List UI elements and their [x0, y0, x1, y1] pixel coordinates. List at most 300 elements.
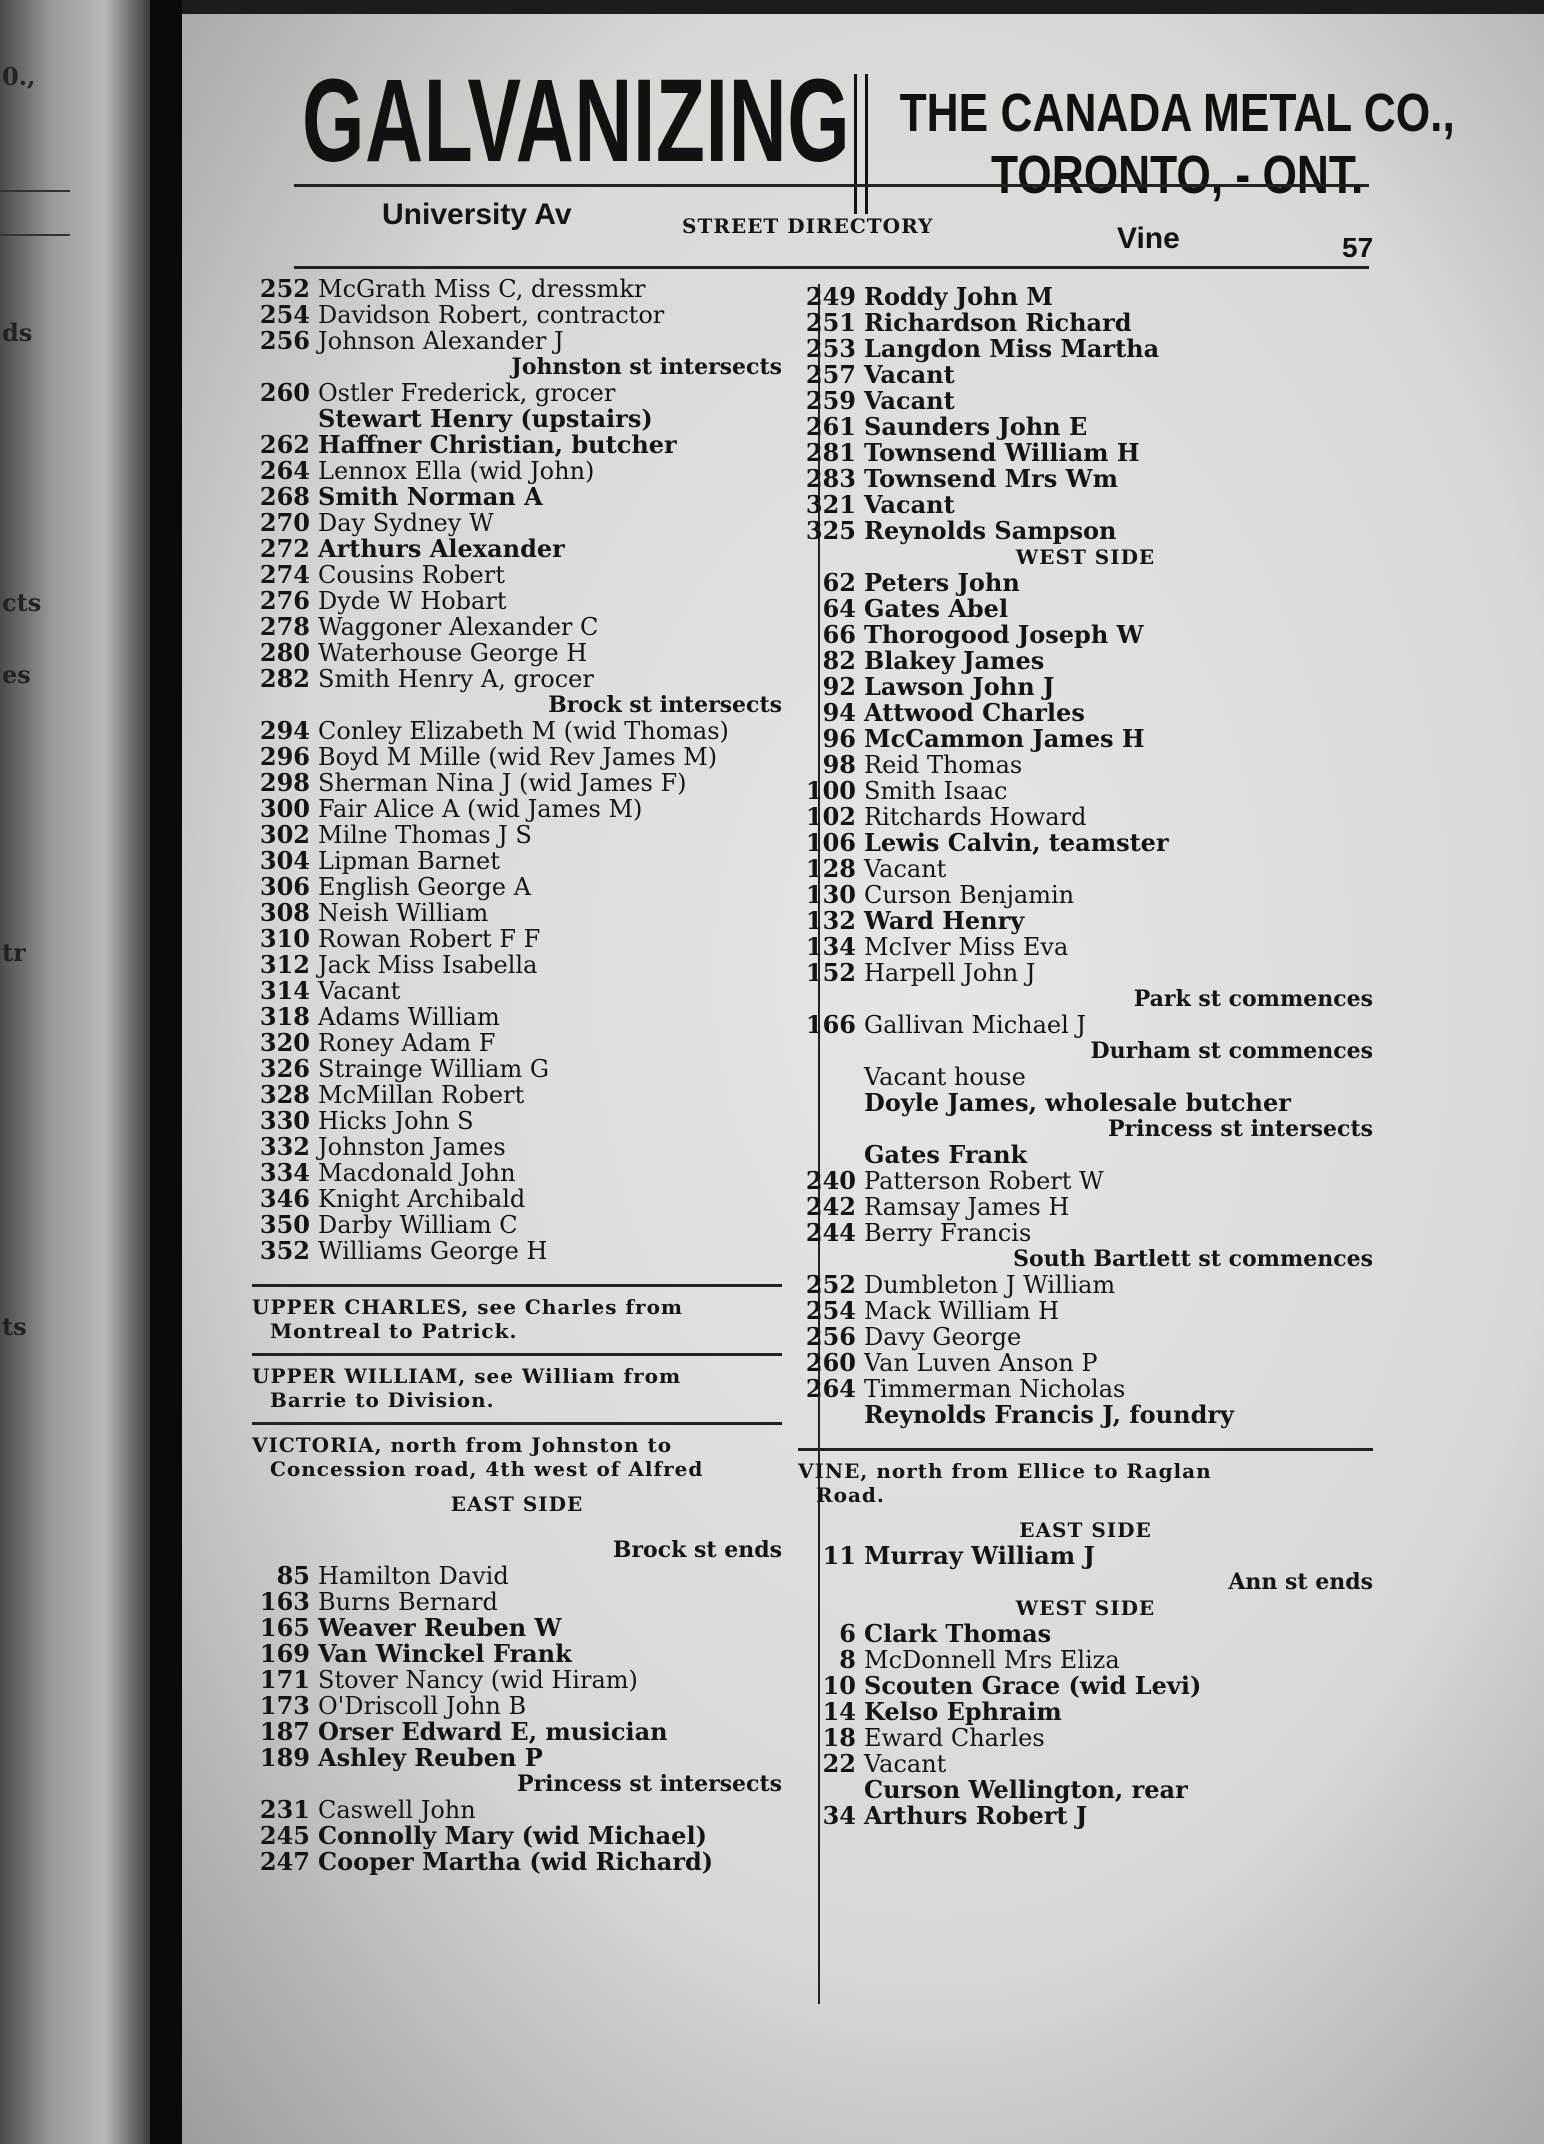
- directory-entry: [252, 874, 782, 900]
- directory-entry: [798, 674, 1373, 700]
- resident-name: O'Driscoll John B: [318, 1692, 527, 1720]
- directory-entry: [798, 1699, 1373, 1725]
- directory-entry: [798, 1751, 1373, 1777]
- cross-reference-note: [252, 1284, 782, 1353]
- house-number: 130: [805, 880, 856, 909]
- directory-page: [182, 14, 1544, 2144]
- resident-name: Stewart Henry (upstairs): [318, 404, 653, 433]
- house-number: 320: [259, 1028, 310, 1057]
- house-number: 334: [259, 1158, 310, 1187]
- prev-page-rule: [0, 234, 70, 236]
- resident-name: McIver Miss Eva: [864, 933, 1069, 961]
- house-number: 98: [822, 750, 856, 779]
- directory-entry: [252, 302, 782, 328]
- resident-name: Davy George: [864, 1323, 1022, 1351]
- resident-name: Jack Miss Isabella: [318, 951, 538, 979]
- house-number: 268: [259, 482, 310, 511]
- house-number: 169: [259, 1639, 310, 1668]
- house-number: 259: [805, 386, 856, 415]
- directory-entry: [798, 1402, 1373, 1428]
- directory-entry: [798, 1090, 1373, 1116]
- house-number: 34: [822, 1801, 856, 1830]
- house-number: 92: [822, 672, 856, 701]
- directory-entry: [252, 1056, 782, 1082]
- house-number: 304: [259, 846, 310, 875]
- resident-name: Vacant: [318, 977, 401, 1005]
- cross-reference-notes: [252, 1284, 782, 1491]
- resident-name: Neish William: [318, 899, 489, 927]
- resident-name: Mack William H: [864, 1297, 1060, 1325]
- previous-page-edge: [0, 0, 150, 2144]
- prev-page-fragment: es: [2, 660, 31, 689]
- side-heading: EAST SIDE: [1019, 1518, 1152, 1542]
- resident-name: Johnson Alexander J: [318, 327, 564, 355]
- house-number: 257: [805, 360, 856, 389]
- advert-divider: [854, 74, 868, 214]
- advert-galvanizing: GALVANIZING: [302, 55, 851, 187]
- house-number: 254: [259, 300, 310, 329]
- directory-entry: [798, 908, 1373, 934]
- resident-name: Doyle James, wholesale butcher: [864, 1088, 1291, 1117]
- prev-page-fragment: 0.,: [2, 62, 36, 91]
- house-number: 346: [259, 1184, 310, 1213]
- directory-entry: [798, 310, 1373, 336]
- resident-name: Attwood Charles: [864, 698, 1085, 727]
- resident-name: Strainge William G: [318, 1055, 550, 1083]
- directory-entry: [798, 1194, 1373, 1220]
- running-head-left: University Av: [382, 198, 572, 231]
- directory-entry: [252, 588, 782, 614]
- resident-name: Cooper Martha (wid Richard): [318, 1847, 714, 1876]
- directory-entry: [252, 562, 782, 588]
- resident-name: Lipman Barnet: [318, 847, 500, 875]
- house-number: 321: [805, 490, 856, 519]
- directory-entry: [798, 752, 1373, 778]
- resident-name: Orser Edward E, musician: [318, 1717, 668, 1746]
- street-intersection-label: Brock st ends: [612, 1537, 782, 1563]
- directory-entry: [252, 952, 782, 978]
- house-number: 350: [259, 1210, 310, 1239]
- directory-entry: [252, 484, 782, 510]
- directory-entry: [252, 1719, 782, 1745]
- cross-reference-note: [252, 1422, 782, 1491]
- directory-entry: [798, 518, 1373, 544]
- house-number: 281: [805, 438, 856, 467]
- house-number: 325: [805, 516, 856, 545]
- note-line: UPPER WILLIAM, see William from: [252, 1364, 682, 1388]
- directory-entry: [798, 1272, 1373, 1298]
- directory-entry: [252, 328, 782, 354]
- house-number: 18: [822, 1723, 856, 1752]
- directory-entry: [798, 440, 1373, 466]
- street-intersection-label: South Bartlett st commences: [1013, 1246, 1373, 1272]
- house-number: 276: [259, 586, 310, 615]
- resident-name: Connolly Mary (wid Michael): [318, 1821, 707, 1850]
- page-number: 57: [1342, 232, 1374, 263]
- directory-entry: [252, 1693, 782, 1719]
- directory-entry: [252, 1160, 782, 1186]
- resident-name: Curson Wellington, rear: [864, 1775, 1188, 1804]
- house-number: 254: [805, 1296, 856, 1325]
- house-number: 270: [259, 508, 310, 537]
- house-number: 11: [822, 1541, 856, 1570]
- resident-name: Roddy John M: [864, 282, 1053, 311]
- resident-name: Smith Henry A, grocer: [318, 665, 594, 693]
- directory-entry: [252, 1849, 782, 1875]
- house-number: 64: [822, 594, 856, 623]
- resident-name: Smith Norman A: [318, 482, 543, 511]
- house-number: 280: [259, 638, 310, 667]
- resident-name: Saunders John E: [864, 412, 1088, 441]
- resident-name: Richardson Richard: [864, 308, 1132, 337]
- street-intersection-label: Durham st commences: [1090, 1038, 1373, 1064]
- house-number: 252: [259, 274, 310, 303]
- house-number: 244: [805, 1218, 856, 1247]
- house-number: 106: [805, 828, 856, 857]
- directory-entry: [252, 1745, 782, 1771]
- resident-name: Burns Bernard: [318, 1588, 498, 1616]
- resident-name: Stover Nancy (wid Hiram): [318, 1666, 638, 1694]
- resident-name: Patterson Robert W: [864, 1167, 1104, 1195]
- directory-entry: [798, 1777, 1373, 1803]
- directory-entry: [252, 900, 782, 926]
- directory-entry: [798, 388, 1373, 414]
- house-number: 10: [822, 1671, 856, 1700]
- house-number: 82: [822, 646, 856, 675]
- resident-name: Weaver Reuben W: [318, 1613, 562, 1642]
- resident-name: Gallivan Michael J: [864, 1011, 1087, 1039]
- directory-entry: [798, 700, 1373, 726]
- running-head-right: Vine: [1117, 222, 1180, 255]
- street-intersection-label: Princess st intersects: [517, 1771, 782, 1797]
- resident-name: Reynolds Francis J, foundry: [864, 1400, 1234, 1429]
- directory-entry: [798, 1543, 1373, 1569]
- resident-name: Ashley Reuben P: [318, 1743, 543, 1772]
- house-number: 128: [805, 854, 856, 883]
- note-line: VICTORIA, north from Johnston to: [252, 1433, 673, 1457]
- house-number: 14: [822, 1697, 856, 1726]
- house-number: 256: [805, 1322, 856, 1351]
- right-listing: [798, 284, 1373, 1428]
- left-column: [252, 276, 782, 1875]
- cross-reference-note: [252, 1353, 782, 1422]
- directory-entry: [798, 336, 1373, 362]
- resident-name: McMillan Robert: [318, 1081, 525, 1109]
- directory-entry: [252, 1615, 782, 1641]
- resident-name: Dyde W Hobart: [318, 587, 507, 615]
- header-rule: [294, 184, 1369, 187]
- directory-entry: [798, 1725, 1373, 1751]
- resident-name: Hicks John S: [318, 1107, 474, 1135]
- resident-name: Lennox Ella (wid John): [318, 457, 595, 485]
- house-number: 256: [259, 326, 310, 355]
- house-number: 94: [822, 698, 856, 727]
- house-number: 231: [259, 1795, 310, 1824]
- street-intersection-label: Princess st intersects: [1108, 1116, 1373, 1142]
- directory-entry: [252, 1030, 782, 1056]
- directory-entry: [798, 1647, 1373, 1673]
- street-intersection-label: Park st commences: [1133, 986, 1373, 1012]
- directory-entry: [798, 1621, 1373, 1647]
- side-heading: WEST SIDE: [1015, 545, 1156, 569]
- resident-name: Dumbleton J William: [864, 1271, 1116, 1299]
- directory-entry: [798, 1012, 1373, 1038]
- resident-name: Johnston James: [318, 1133, 506, 1161]
- house-number: 308: [259, 898, 310, 927]
- resident-name: Rowan Robert F F: [318, 925, 541, 953]
- house-number: 352: [259, 1236, 310, 1265]
- house-number: 85: [276, 1561, 310, 1590]
- house-number: 278: [259, 612, 310, 641]
- prev-page-fragment: ts: [2, 1312, 27, 1341]
- resident-name: Cousins Robert: [318, 561, 505, 589]
- left-listing: [252, 276, 782, 1264]
- directory-entry: [798, 856, 1373, 882]
- house-number: 318: [259, 1002, 310, 1031]
- house-number: 314: [259, 976, 310, 1005]
- resident-name: Ostler Frederick, grocer: [318, 379, 616, 407]
- prev-page-fragment: cts: [2, 588, 42, 617]
- resident-name: Langdon Miss Martha: [864, 334, 1160, 363]
- house-number: 187: [259, 1717, 310, 1746]
- directory-entry: [252, 822, 782, 848]
- directory-entry: [798, 1324, 1373, 1350]
- resident-name: Vacant: [864, 855, 947, 883]
- victoria-listing: [252, 1491, 782, 1875]
- house-number: 163: [259, 1587, 310, 1616]
- directory-entry: [252, 666, 782, 692]
- house-number: 253: [805, 334, 856, 363]
- directory-entry: [252, 1082, 782, 1108]
- house-number: 310: [259, 924, 310, 953]
- house-number: 272: [259, 534, 310, 563]
- directory-entry: [252, 458, 782, 484]
- directory-entry: [798, 830, 1373, 856]
- directory-entry: [798, 1168, 1373, 1194]
- directory-entry: [252, 1823, 782, 1849]
- resident-name: Darby William C: [318, 1211, 518, 1239]
- resident-name: Hamilton David: [318, 1562, 509, 1590]
- directory-entry: [252, 744, 782, 770]
- resident-name: Fair Alice A (wid James M): [318, 795, 643, 823]
- directory-entry: [252, 536, 782, 562]
- victoria-heading: EAST SIDE: [450, 1492, 584, 1516]
- house-number: 66: [822, 620, 856, 649]
- resident-name: Van Winckel Frank: [318, 1639, 572, 1668]
- resident-name: Peters John: [864, 568, 1020, 597]
- directory-entry: [798, 466, 1373, 492]
- directory-entry: [252, 848, 782, 874]
- directory-entry: [252, 1641, 782, 1667]
- resident-name: Macdonald John: [318, 1159, 516, 1187]
- house-number: 260: [805, 1348, 856, 1377]
- resident-name: Curson Benjamin: [864, 881, 1075, 909]
- resident-name: McGrath Miss C, dressmkr: [318, 275, 646, 303]
- directory-entry: [798, 1673, 1373, 1699]
- house-number: 173: [259, 1691, 310, 1720]
- directory-entry: [252, 1797, 782, 1823]
- resident-name: Haffner Christian, butcher: [318, 430, 677, 459]
- resident-name: McDonnell Mrs Eliza: [864, 1646, 1120, 1674]
- resident-name: Ritchards Howard: [864, 803, 1087, 831]
- resident-name: Van Luven Anson P: [864, 1349, 1098, 1377]
- house-number: 165: [259, 1613, 310, 1642]
- directory-entry: [252, 1186, 782, 1212]
- resident-name: Vacant: [864, 386, 955, 415]
- house-number: 242: [805, 1192, 856, 1221]
- directory-entry: [798, 1064, 1373, 1090]
- directory-entry: [252, 796, 782, 822]
- directory-entry: [252, 614, 782, 640]
- resident-name: Kelso Ephraim: [864, 1697, 1062, 1726]
- house-number: 282: [259, 664, 310, 693]
- resident-name: Day Sydney W: [318, 509, 494, 537]
- resident-name: Gates Frank: [864, 1140, 1028, 1169]
- house-number: 260: [259, 378, 310, 407]
- resident-name: Lawson John J: [864, 672, 1055, 701]
- resident-name: Waterhouse George H: [318, 639, 588, 667]
- resident-name: Thorogood Joseph W: [864, 620, 1144, 649]
- advert-company-city: TORONTO, - ONT.: [991, 145, 1364, 205]
- directory-entry: [252, 640, 782, 666]
- directory-entry: [798, 726, 1373, 752]
- house-number: 249: [805, 282, 856, 311]
- directory-entry: [252, 432, 782, 458]
- house-number: 247: [259, 1847, 310, 1876]
- house-number: 294: [259, 716, 310, 745]
- resident-name: Townsend William H: [864, 438, 1140, 467]
- header-rule-lower: [294, 266, 1369, 269]
- house-number: 330: [259, 1106, 310, 1135]
- advert-company-name: THE CANADA METAL CO.,: [899, 83, 1455, 143]
- directory-entry: [252, 406, 782, 432]
- directory-entry: [252, 978, 782, 1004]
- resident-name: Adams William: [318, 1003, 500, 1031]
- resident-name: Vacant: [864, 360, 955, 389]
- directory-entry: [252, 1004, 782, 1030]
- resident-name: Eward Charles: [864, 1724, 1045, 1752]
- directory-entry: [798, 1376, 1373, 1402]
- street-intersection-label: Johnston st intersects: [511, 354, 782, 380]
- directory-entry: [798, 1803, 1373, 1829]
- resident-name: Lewis Calvin, teamster: [864, 828, 1169, 857]
- directory-entry: [252, 510, 782, 536]
- prev-page-rule: [0, 190, 70, 192]
- directory-entry: [252, 1667, 782, 1693]
- house-number: 100: [805, 776, 856, 805]
- directory-entry: [798, 596, 1373, 622]
- resident-name: Reid Thomas: [864, 751, 1023, 779]
- resident-name: Gates Abel: [864, 594, 1009, 623]
- resident-name: McCammon James H: [864, 724, 1145, 753]
- directory-entry: [798, 1350, 1373, 1376]
- note-line: VINE, north from Ellice to Raglan: [798, 1459, 1212, 1483]
- directory-entry: [798, 1142, 1373, 1168]
- book-spine: [150, 0, 182, 2144]
- house-number: 152: [805, 958, 856, 987]
- directory-entry: [798, 492, 1373, 518]
- prev-page-fragment: tr: [2, 938, 26, 967]
- house-number: 6: [839, 1619, 856, 1648]
- directory-entry: [252, 718, 782, 744]
- resident-name: Boyd M Mille (wid Rev James M): [318, 743, 718, 771]
- directory-entry: [252, 926, 782, 952]
- note-line: Montreal to Patrick.: [270, 1319, 518, 1343]
- vine-listing: [798, 1517, 1373, 1829]
- directory-entry: [798, 414, 1373, 440]
- house-number: 171: [259, 1665, 310, 1694]
- house-number: 264: [259, 456, 310, 485]
- resident-name: Berry Francis: [864, 1219, 1032, 1247]
- house-number: 312: [259, 950, 310, 979]
- directory-entry: [798, 882, 1373, 908]
- directory-entry: [252, 1134, 782, 1160]
- house-number: 102: [805, 802, 856, 831]
- directory-entry: [798, 284, 1373, 310]
- resident-name: Clark Thomas: [864, 1619, 1052, 1648]
- house-number: 251: [805, 308, 856, 337]
- house-number: 252: [805, 1270, 856, 1299]
- advert-company: [882, 82, 1472, 206]
- resident-name: Arthurs Alexander: [318, 534, 565, 563]
- resident-name: Waggoner Alexander C: [318, 613, 599, 641]
- house-number: 134: [805, 932, 856, 961]
- prev-page-fragment: ds: [2, 318, 33, 347]
- house-number: 22: [822, 1749, 856, 1778]
- house-number: 240: [805, 1166, 856, 1195]
- resident-name: Vacant: [864, 1750, 947, 1778]
- street-intersection-label: Ann st ends: [1228, 1569, 1373, 1595]
- directory-entry: [252, 770, 782, 796]
- house-number: 332: [259, 1132, 310, 1161]
- resident-name: English George A: [318, 873, 531, 901]
- house-number: 283: [805, 464, 856, 493]
- resident-name: Davidson Robert, contractor: [318, 301, 665, 329]
- house-number: 302: [259, 820, 310, 849]
- house-number: 132: [805, 906, 856, 935]
- directory-entry: [798, 960, 1373, 986]
- resident-name: Scouten Grace (wid Levi): [864, 1671, 1202, 1700]
- house-number: 261: [805, 412, 856, 441]
- house-number: 245: [259, 1821, 310, 1850]
- note-line: UPPER CHARLES, see Charles from: [252, 1295, 684, 1319]
- directory-entry: [252, 380, 782, 406]
- directory-entry: [798, 804, 1373, 830]
- resident-name: Smith Isaac: [864, 777, 1008, 805]
- vine-street-note: [798, 1448, 1373, 1517]
- house-number: 8: [839, 1645, 856, 1674]
- house-number: 166: [805, 1010, 856, 1039]
- resident-name: Vacant: [864, 490, 955, 519]
- resident-name: Timmerman Nicholas: [864, 1375, 1126, 1403]
- house-number: 328: [259, 1080, 310, 1109]
- directory-entry: [252, 1238, 782, 1264]
- directory-entry: [798, 1298, 1373, 1324]
- directory-entry: [252, 276, 782, 302]
- house-number: 96: [822, 724, 856, 753]
- house-number: 62: [822, 568, 856, 597]
- resident-name: Arthurs Robert J: [864, 1801, 1088, 1830]
- directory-entry: [252, 1563, 782, 1589]
- resident-name: Caswell John: [318, 1796, 476, 1824]
- directory-entry: [798, 362, 1373, 388]
- resident-name: Sherman Nina J (wid James F): [318, 769, 687, 797]
- house-number: 326: [259, 1054, 310, 1083]
- resident-name: Townsend Mrs Wm: [864, 464, 1119, 493]
- resident-name: Conley Elizabeth M (wid Thomas): [318, 717, 729, 745]
- resident-name: Knight Archibald: [318, 1185, 526, 1213]
- resident-name: Ward Henry: [864, 906, 1025, 935]
